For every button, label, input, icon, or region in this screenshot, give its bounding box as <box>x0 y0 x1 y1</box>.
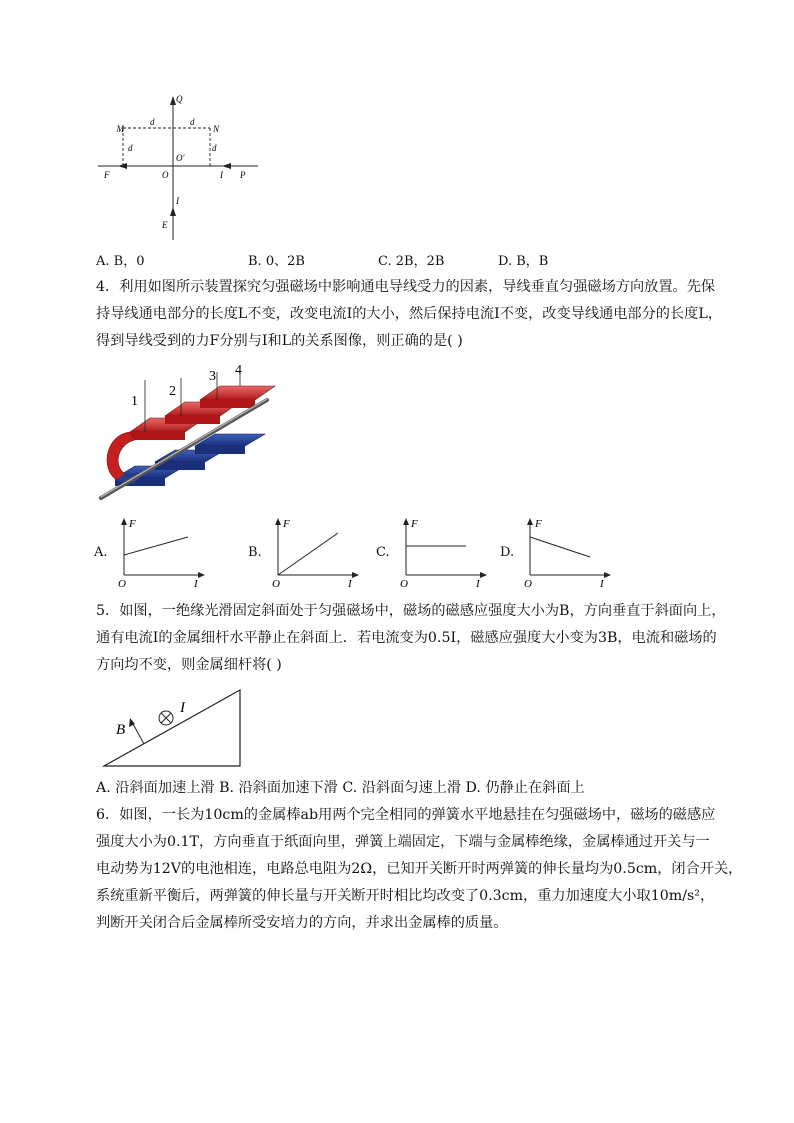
label-p: P <box>240 170 246 180</box>
q6-line-4: 系统重新平衡后，两弹簧的伸长量与开关断开时相比均改变了0.3cm，重力加速度大小取10m/s²， <box>96 888 715 904</box>
label-i-horizontal: I <box>220 170 223 180</box>
graph-c-o: O <box>400 578 408 590</box>
graph-d-o: O <box>524 578 532 590</box>
graph-d-f: F <box>535 518 542 530</box>
graph-b-f: F <box>283 518 290 530</box>
label-o-prime: O' <box>176 153 185 163</box>
q4-magnet-figure <box>95 360 285 505</box>
label-q: Q <box>176 94 183 104</box>
graph-b-o: O <box>272 578 280 590</box>
label-e: E <box>162 220 168 230</box>
magnet-label-2: 2 <box>169 384 176 399</box>
label-m: M <box>116 124 124 134</box>
graph-a-letter: A. <box>94 545 108 560</box>
magnet-label-3: 3 <box>209 369 216 384</box>
q5-options: A. 沿斜面加速上滑 B. 沿斜面加速下滑 C. 沿斜面匀速上滑 D. 仍静止在斜面上 <box>96 780 585 796</box>
q5-line-1: 5．如图，一绝缘光滑固定斜面处于匀强磁场中，磁场的磁感应强度大小为B，方向垂直于斜面向上， <box>96 603 726 619</box>
q5-line-3: 方向均不变，则金属细杆将( ) <box>96 657 282 673</box>
q4-line-2: 持导线通电部分的长度L不变，改变电流I的大小，然后保持电流I不变，改变导线通电部分的长度L， <box>96 306 722 322</box>
magnet-label-4: 4 <box>235 363 242 378</box>
label-n: N <box>213 124 220 134</box>
q6-line-2: 强度大小为0.1T，方向垂直于纸面向里，弹簧上端固定，下端与金属棒绝缘，金属棒通过开关与一 <box>96 834 710 850</box>
q3-option-d: D. B，B <box>498 254 549 269</box>
q6-line-5: 判断开关闭合后金属棒所受安培力的方向，并求出金属棒的质量。 <box>96 915 508 931</box>
q3-option-c: C. 2B，2B <box>378 254 445 269</box>
q3-figure <box>90 90 265 245</box>
label-d-left: d <box>128 143 133 153</box>
q4-graph-a <box>92 515 212 590</box>
q3-option-a: A. B，0 <box>96 254 145 269</box>
q4-graph-b <box>246 515 366 590</box>
label-d-top-right: d <box>190 117 195 127</box>
label-i-vertical: I <box>176 196 179 206</box>
q5-incline-figure <box>100 682 245 772</box>
graph-d-letter: D. <box>500 545 515 560</box>
label-d-right: d <box>212 143 217 153</box>
graph-c-letter: C. <box>376 545 390 560</box>
q4-graph-d <box>498 515 618 590</box>
graph-d-i: I <box>600 578 604 590</box>
q4-line-3: 得到导线受到的力F分别与I和L的关系图像，则正确的是( ) <box>96 333 463 349</box>
q6-line-1: 6．如图，一长为10cm的金属棒ab用两个完全相同的弹簧水平地悬挂在匀强磁场中，磁场的磁感应 <box>96 807 716 823</box>
q4-line-1: 4．利用如图所示装置探究匀强磁场中影响通电导线受力的因素，导线垂直匀强磁场方向放置。先保 <box>96 279 716 295</box>
q3-option-b: B. 0、2B <box>248 254 305 269</box>
graph-c-i: I <box>476 578 480 590</box>
graph-b-i: I <box>348 578 352 590</box>
q4-graph-c <box>374 515 494 590</box>
graph-a-o: O <box>118 578 126 590</box>
q5-line-2: 通有电流I的金属细杆水平静止在斜面上．若电流变为0.5I，磁感应强度大小变为3B，电流和磁场的 <box>96 630 717 646</box>
magnet-label-1: 1 <box>131 394 138 409</box>
graph-a-i: I <box>194 578 198 590</box>
graph-a-f: F <box>129 518 136 530</box>
q6-line-3: 电动势为12V的电池相连，电路总电阻为2Ω，已知开关断开时两弹簧的伸长量均为0.5cm，闭合开关， <box>96 861 743 877</box>
label-o: O <box>162 170 169 180</box>
q5-label-i: I <box>180 700 185 716</box>
q5-label-b: B <box>116 722 126 738</box>
graph-b-letter: B. <box>248 545 262 560</box>
label-f: F <box>104 170 110 180</box>
label-d-top-left: d <box>150 117 155 127</box>
graph-c-f: F <box>411 518 418 530</box>
